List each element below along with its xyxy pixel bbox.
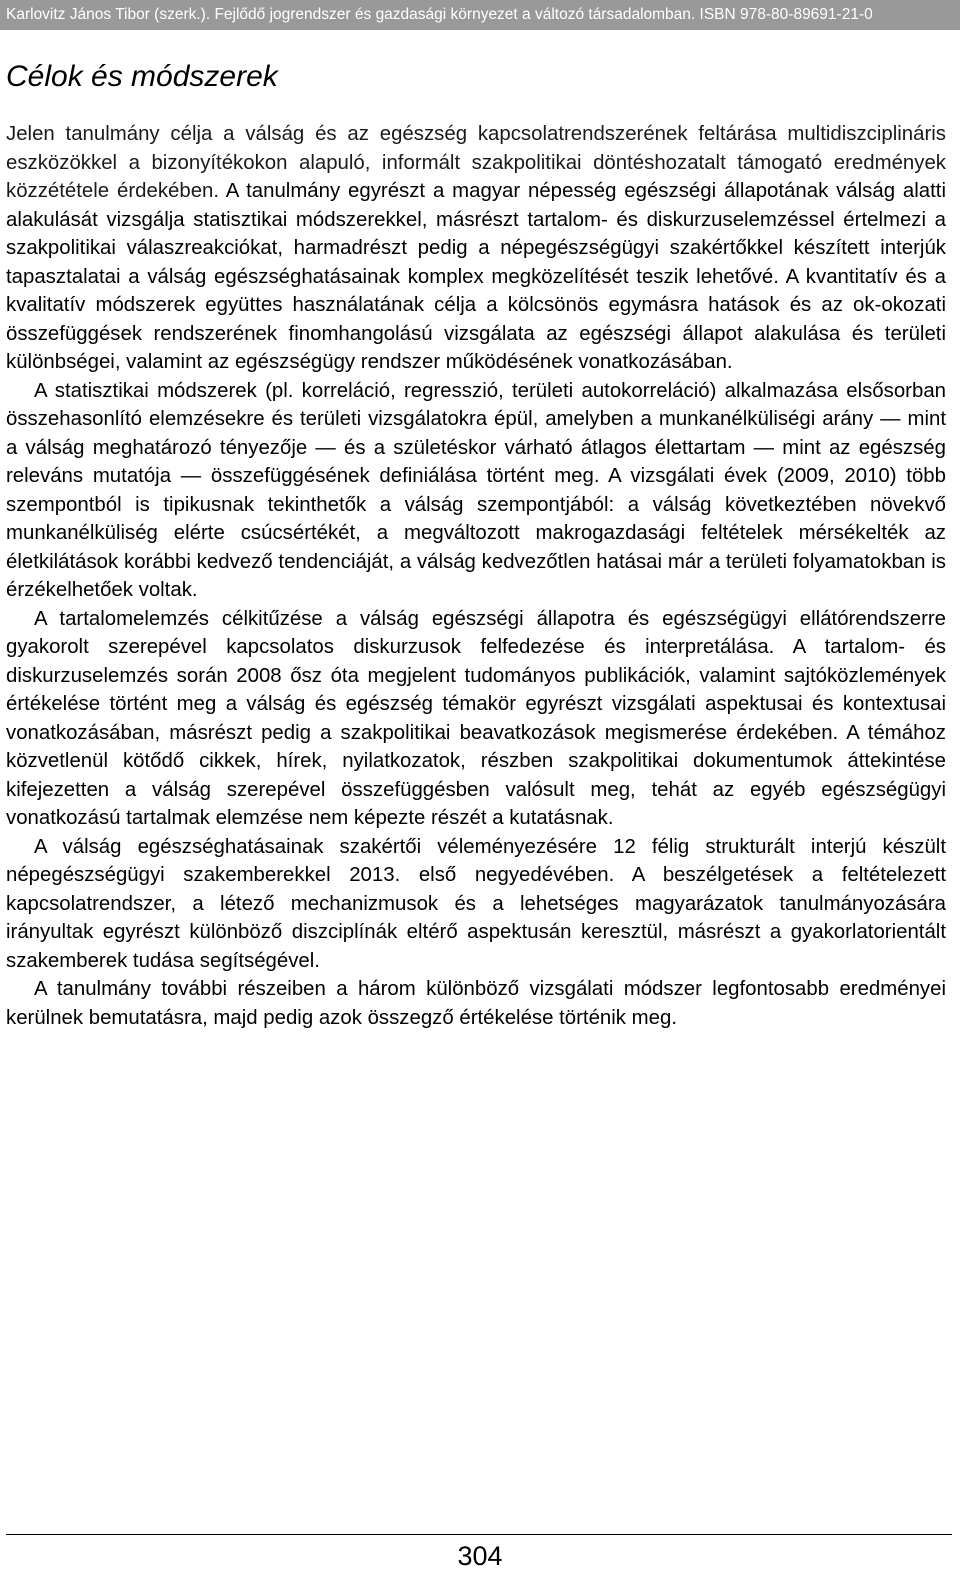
citation-header xyxy=(0,0,960,30)
paragraph-5: A tanulmány további részeiben a három különböző vizsgálati módszer legfontosabb eredményei kerülnek bemutatásra, majd pedig azok összegző értékelése történik meg. xyxy=(6,978,946,1029)
body-text xyxy=(6,120,946,1032)
paragraph-1-intro: Jelen tanulmány célja a válság és az egészség kapcsolatrendszerének feltárása multidiszciplináris eszközökkel a bizonyítékokon alapuló, informált szakpolitikai döntéshozatalt támogató eredmények közzététele érdekében. xyxy=(6,123,946,202)
paragraph-1-rest: A tanulmány egyrészt a magyar népesség egészségi állapotának válság alatti alakulását vizsgálja statisztikai módszerekkel, másrészt tartalom- és diskurzuselemzéssel értelmezi a szakpolitikai válaszreakciókat, harmadrészt pedig a népegészségügyi szakértőkkel készített interjúk tapasztalatai a válság egészséghatásainak komplex megközelítését teszik lehetővé. A kvantitatív és a kvalitatív módszerek együttes használatának célja a kölcsönös egymásra hatások és az ok-okozati összefüggések rendszerének finomhangolású vizsgálata az egészségi állapot alakulása és területi különbségei, valamint az egészségügy rendszer működésének vonatkozásában. xyxy=(6,180,946,373)
paragraph-3: A tartalomelemzés célkitűzése a válság egészségi állapotra és egészségügyi ellátórendszerre gyakorolt szerepével kapcsolatos diskurzusok felfedezése és interpretálása. A tartalom- és diskurzuselemzés során 2008 ősz óta megjelent tudományos publikációk, valamint sajtóközlemények értékelése történt meg a válság és egészség témakör egyrészt vizsgálati aspektusai és kontextusai vonatkozásában, másrészt pedig a szakpolitikai beavatkozások megismerése érdekében. A témához közvetlenül kötődő cikkek, hírek, nyilatkozatok, részben szakpolitikai dokumentumok áttekintése kifejezetten a válság szerepével összefüggésben valósult meg, tehát az egyéb egészségügyi vonatkozású tartalmak elemzése nem képezte részét a kutatásnak. xyxy=(6,607,946,829)
paragraph-4: A válság egészséghatásainak szakértői véleményezésére 12 félig strukturált interjú készült népegészségügyi szakemberekkel 2013. első negyedévében. A beszélgetések a feltételezett kapcsolatrendszer, a létező mechanizmusok és a lehetséges magyarázatok tanulmányozására irányultak egyrészt különböző diszciplínák eltérő aspektusán keresztül, másrészt a gyakorlatorientált szakemberek tudása segítségével. xyxy=(6,835,946,972)
paragraph-2: A statisztikai módszerek (pl. korreláció, regresszió, területi autokorreláció) alkalmazása elsősorban összehasonlító elemzésekre és területi vizsgálatokra épül, amelyben a munkanélküliségi arány — mint a válság meghatározó tényezője — és a születéskor várható átlagos élettartam — mint az egészség releváns mutatója — összefüggésének definiálása történt meg. A vizsgálati évek (2009, 2010) több szempontból is tipikusnak tekinthetők a válság szempontjából: a válság következtében növekvő munkanélküliség elérte csúcsértékét, a megváltozott makrogazdasági feltételek mérsékelték az életkilátások korábbi kedvező tendenciáját, a válság kedvezőtlen hatásai már a területi folyamatokban is érzékelhetőek voltak. xyxy=(6,379,946,601)
section-title: Célok és módszerek xyxy=(6,60,278,93)
paragraph-1 xyxy=(6,120,946,377)
page-number: 304 xyxy=(457,1541,503,1571)
citation-text: Karlovitz János Tibor (szerk.). Fejlődő jogrendszer és gazdasági környezet a változó társadalomban. ISBN 978-80-89691-21-0 xyxy=(6,6,873,23)
footer-rule xyxy=(6,1534,952,1535)
